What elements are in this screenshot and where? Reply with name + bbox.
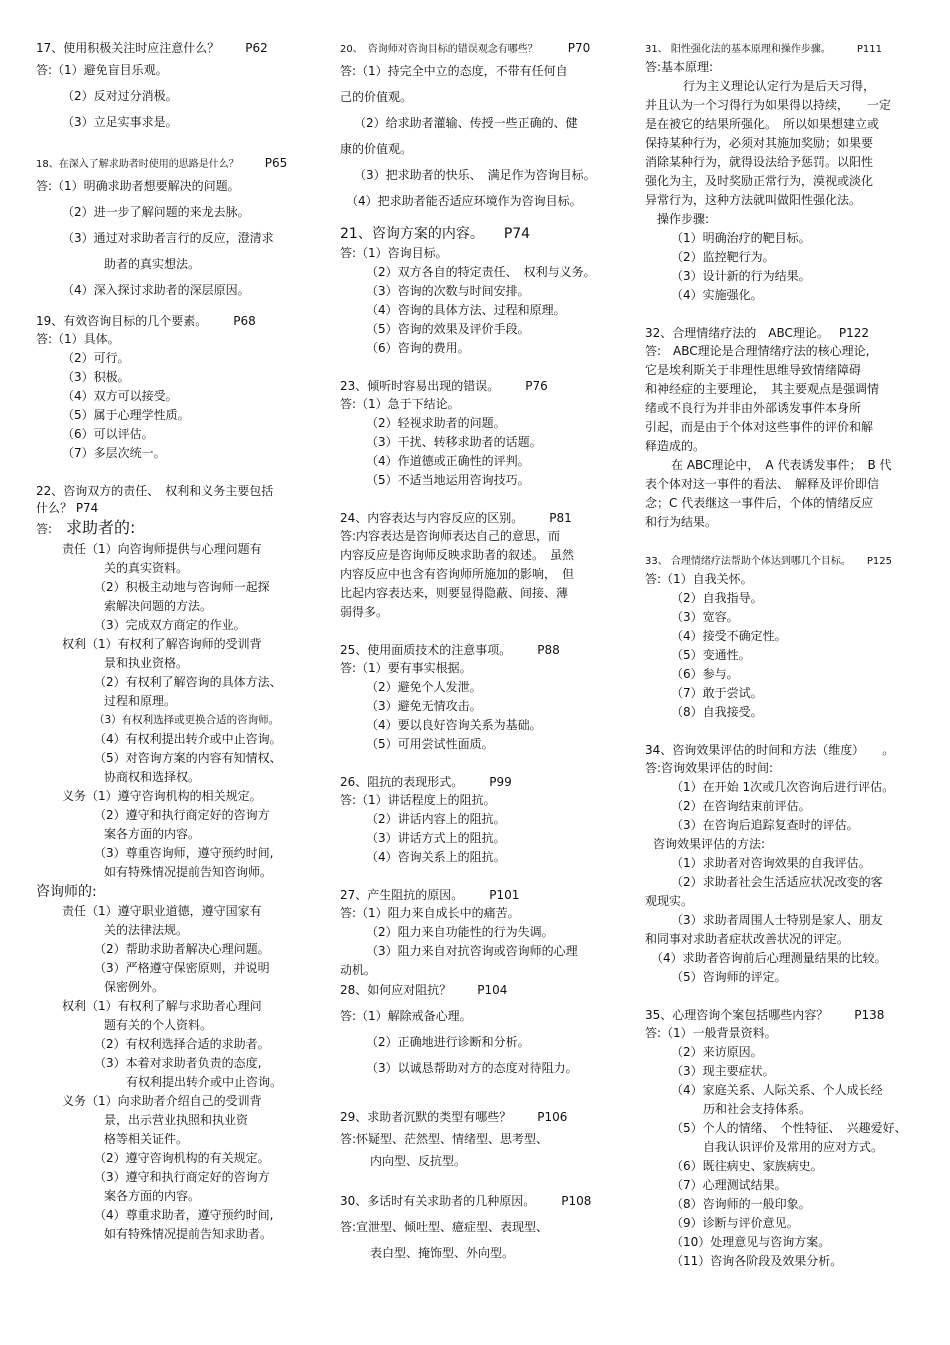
answer-line: （2）自我指导。	[671, 591, 763, 605]
answer-line: （4）求助者咨询前后心理测量结果的比较。	[651, 951, 887, 965]
question-title: 21、咨询方案的内容。	[340, 226, 484, 242]
question-30	[340, 1193, 612, 1210]
answer-line: 比起内容表达来，则要显得隐蔽、间接、薄	[340, 586, 569, 600]
question-34: 34、咨询效果评估的时间和方法（维度） 。	[645, 743, 895, 757]
question-31	[645, 40, 917, 58]
page-ref: P101	[489, 888, 520, 902]
page-ref: P68	[233, 314, 256, 328]
answer-line: （5）属于心理学性质。	[62, 408, 190, 422]
question-21	[340, 224, 612, 244]
answer-line: 权利（1）有权利了解咨询师的受训背	[62, 637, 262, 651]
answer-line: 格等相关证件。	[104, 1132, 189, 1146]
answer-line: 案各方面的内容。	[104, 1189, 201, 1203]
page-ref: P108	[561, 1194, 592, 1208]
answer-line: 释造成的。	[645, 439, 706, 453]
answer-line: 绪或不良行为并非由外部诱发事件本身所	[645, 401, 862, 415]
answer-line: 答:（1）避免盲目乐观。	[36, 63, 168, 77]
page-ref: P99	[489, 775, 512, 789]
answer-line: （5）个人的情绪、 个性特征、 兴趣爱好、	[671, 1121, 907, 1135]
answer-line: 保密例外。	[104, 980, 165, 994]
page-ref: P125	[866, 556, 893, 567]
page-ref: P81	[549, 511, 572, 525]
answer-line: （8）咨询师的一般印象。	[671, 1197, 811, 1211]
page-ref: P111	[856, 44, 883, 55]
answer-line: 动机。	[340, 963, 377, 977]
answer-line: （2）帮助求助者解决心理问题。	[94, 942, 270, 956]
question-35	[645, 1007, 917, 1024]
answer-line: （5）可用尝试性面质。	[366, 737, 494, 751]
answer-line: （3）讲话方式上的阻抗。	[366, 831, 506, 845]
answer-line: （2）讲话内容上的阻抗。	[366, 812, 506, 826]
answer-line: 内容反应中也含有咨询师所施加的影响， 但	[340, 567, 575, 581]
question-32	[645, 325, 917, 342]
answer-line: （6）既往病史、家族病史。	[671, 1159, 823, 1173]
counselor-heading: 咨询师的:	[36, 884, 97, 900]
answer-line: 权利（1）有权利了解与求助者心理问	[62, 999, 262, 1013]
answer-line: 和行为结果。	[645, 515, 718, 529]
answer-line: （4）家庭关系、人际关系、个人成长经	[671, 1083, 883, 1097]
page-ref: P70	[567, 41, 591, 55]
page-ref: P88	[537, 643, 560, 657]
answer-line: （3）求助者周围人士特别是家人、朋友	[671, 913, 883, 927]
answer-line: 内容反应是咨询师反映求助者的叙述。 虽然	[340, 548, 575, 562]
answer-prefix: 答:	[36, 522, 53, 536]
answer-line: （2）在咨询结束前评估。	[671, 799, 811, 813]
answer-line: 答:（1）讲话程度上的阻抗。	[340, 793, 496, 807]
question-title: 24、内容表达与内容反应的区别。	[340, 511, 524, 525]
answer-line: 保持某种行为，必须对其施加奖励；如果要	[645, 136, 874, 150]
question-title: 23、倾听时容易出现的错误。	[340, 379, 500, 393]
answer-line: 题有关的个人资料。	[104, 1018, 213, 1032]
answer-line: （5）咨询的效果及评价手段。	[366, 322, 530, 336]
answer-line: （5）对咨询方案的内容有知情权、	[94, 751, 282, 765]
answer-line: （5）不适当地运用咨询技巧。	[366, 473, 530, 487]
answer-line: 答:（1）阻力来自成长中的痛苦。	[340, 906, 520, 920]
answer-line: （3）遵守和执行商定好的咨询方	[94, 1170, 270, 1184]
answer-line: （4）实施强化。	[671, 288, 763, 302]
answer-line: （3）阻力来自对抗咨询或咨询师的心理	[366, 944, 578, 958]
answer-line: （2）有权利选择合适的求助者。	[94, 1037, 270, 1051]
answer-line: （2）避免个人发泄。	[366, 680, 482, 694]
answer-line: 案各方面的内容。	[104, 827, 201, 841]
answer-line: （3）通过对求助者言行的反应，澄清求	[62, 231, 274, 245]
answer-line: （1）求助者对咨询效果的自我评估。	[671, 856, 871, 870]
answer-line: （3）完成双方商定的作业。	[94, 618, 246, 632]
page-ref: P62	[245, 41, 268, 55]
answer-line: （2）可行。	[62, 351, 130, 365]
answer-line: 答:（1）自我关怀。	[645, 572, 753, 586]
answer-line: （4）深入探讨求助者的深层原因。	[62, 283, 250, 297]
answer-line: （4）双方可以接受。	[62, 389, 178, 403]
answer-line: （3）以诚恳帮助对方的态度对待阻力。	[366, 1061, 578, 1075]
answer-line: 过程和原理。	[104, 694, 177, 708]
answer-line: （5）变通性。	[671, 648, 751, 662]
question-title: 25、使用面质技术的注意事项。	[340, 643, 512, 657]
page-ref: P65	[264, 156, 288, 170]
answer-line: 答:咨询效果评估的时间:	[645, 761, 774, 775]
answer-line: 关的真实资料。	[104, 561, 189, 575]
answer-line: 答:怀疑型、茫然型、情绪型、思考型、	[340, 1132, 549, 1146]
question-title: 28、如何应对阻抗？	[340, 983, 452, 997]
answer-line: 答:（1）明确求助者想要解决的问题。	[36, 179, 240, 193]
answer-line: （4）尊重求助者，遵守预约时间,	[94, 1208, 274, 1222]
answer-line: 索解决问题的方法。	[104, 599, 213, 613]
answer-line: （1）明确治疗的靶目标。	[671, 231, 811, 245]
answer-line: 操作步骤:	[657, 212, 710, 226]
question-23	[340, 378, 612, 395]
answer-line: （2）积极主动地与咨询师一起探	[94, 580, 270, 594]
answer-line: 表个体对这一事件的看法、 解释及评价即信	[645, 477, 880, 491]
answer-line: （7）多层次统一。	[62, 446, 166, 460]
answer-line: （2）双方各自的特定责任、 权利与义务。	[366, 265, 596, 279]
page-ref: P122	[838, 326, 870, 340]
answer-line: （1）在开始 1次或几次咨询后进行评估。	[671, 780, 895, 794]
answer-line: （3）宽容。	[671, 610, 739, 624]
answer-line: 异常行为，这种方法就叫做阳性强化法。	[645, 193, 862, 207]
answer-line: 答:（1）解除戒备心理。	[340, 1009, 472, 1023]
answer-line: （3）把求助者的快乐、 满足作为咨询目标。	[354, 168, 596, 182]
answer-line: 责任（1）遵守职业道德，遵守国家有	[62, 904, 262, 918]
answer-line: （3）本着对求助者负责的态度,	[94, 1056, 262, 1070]
answer-line: （4）把求助者能否适应环境作为咨询目标。	[346, 194, 582, 208]
answer-line: 历和社会支持体系。	[703, 1102, 812, 1116]
answer-line: 和同事对求助者症状改善状况的评定。	[645, 932, 850, 946]
page-ref: P138	[854, 1008, 885, 1022]
answer-line: （2）监控靶行为。	[671, 250, 775, 264]
answer-line: （2）阻力来自功能性的行为失调。	[366, 925, 554, 939]
question-28	[340, 982, 612, 999]
answer-line: 景，出示营业执照和执业资	[104, 1113, 249, 1127]
answer-line: 有权利提出转介或中止咨询。	[126, 1075, 283, 1089]
page-ref: P104	[477, 983, 508, 997]
page-ref: P76	[525, 379, 548, 393]
client-heading	[36, 517, 298, 540]
answer-line: 己的价值观。	[340, 90, 413, 104]
answer-line: 内向型、反抗型。	[370, 1154, 467, 1168]
question-title: 31、 阳性强化法的基本原理和操作步骤。	[645, 44, 831, 55]
answer-line: 景和执业资格。	[104, 656, 189, 670]
answer-line: （2）轻视求助者的问题。	[366, 416, 506, 430]
answer-line: 答:宣泄型、倾吐型、癔症型、表现型、	[340, 1220, 549, 1234]
answer-line: （4）有权利提出转介或中止咨询。	[94, 732, 282, 746]
answer-line: （3）积极。	[62, 370, 130, 384]
answer-line: （2）正确地进行诊断和分析。	[366, 1035, 530, 1049]
answer-line: 咨询效果评估的方法:	[653, 837, 766, 851]
answer-line: （3）设计新的行为结果。	[671, 269, 811, 283]
question-18	[36, 155, 298, 173]
answer-line: 关的法律法规。	[104, 923, 189, 937]
answer-line: 答:（1）要有事实根据。	[340, 661, 472, 675]
answer-line: （2）遵守和执行商定好的咨询方	[94, 808, 270, 822]
question-27	[340, 887, 612, 904]
question-title: 33、 合理情绪疗法帮助个体达到哪几个目标。	[645, 556, 851, 567]
answer-line: （3）立足实事求是。	[62, 115, 178, 129]
column-2	[340, 40, 612, 1266]
answer-line: 协商权和选择权。	[104, 770, 201, 784]
answer-line: （11）咨询各阶段及效果分析。	[671, 1254, 843, 1268]
answer-line: （3）干扰、转移求助者的话题。	[366, 435, 542, 449]
question-17	[36, 40, 298, 57]
answer-line: （4）咨询的具体方法、过程和原理。	[366, 303, 566, 317]
answer-line: 答:基本原理:	[645, 60, 714, 74]
question-24	[340, 510, 612, 527]
answer-line: 消除某种行为，就得设法给予惩罚。以阳性	[645, 155, 874, 169]
question-26	[340, 774, 612, 791]
question-22: 22、咨询双方的责任、 权利和义务主要包括	[36, 484, 274, 498]
answer-line: 答:（1）一般背景资料。	[645, 1026, 777, 1040]
question-title: 30、多话时有关求助者的几种原因。	[340, 1194, 536, 1208]
answer-line: 义务（1）遵守咨询机构的相关规定。	[62, 789, 262, 803]
answer-line: 强化为主，及时奖励正常行为，漠视或淡化	[645, 174, 874, 188]
answer-line: 引起，而是由于个体对这些事件的评价和解	[645, 420, 874, 434]
answer-line: （3）避免无情攻击。	[366, 699, 482, 713]
answer-line: 是在被它的结果所强化。 所以如果想建立或	[645, 117, 880, 131]
answer-line: 在 ABC理论中， A 代表诱发事件； B 代	[671, 458, 892, 472]
answer-line: （7）敢于尝试。	[671, 686, 763, 700]
answer-line: （3）严格遵守保密原则，并说明	[94, 961, 270, 975]
answer-line: （4）要以良好咨询关系为基础。	[366, 718, 542, 732]
answer-line: （4）咨询关系上的阻抗。	[366, 850, 506, 864]
answer-line: 和神经症的主要理论， 其主要观点是强调情	[645, 382, 880, 396]
page-ref: P74	[503, 226, 531, 242]
answer-line: 答:（1）咨询目标。	[340, 246, 448, 260]
answer-line: （4）作道德或正确性的评判。	[366, 454, 530, 468]
client-heading-text: 求助者的:	[66, 518, 136, 537]
answer-line: 行为主义理论认定行为是后天习得，	[683, 79, 876, 93]
answer-line: （3）在咨询后追踪复查时的评估。	[671, 818, 859, 832]
answer-line: 答:（1）持完全中立的态度，不带有任何自	[340, 64, 568, 78]
answer-line: （5）咨询师的评定。	[671, 970, 787, 984]
question-title: 26、阻抗的表现形式。	[340, 775, 464, 789]
answer-line: 责任（1）向咨询师提供与心理问题有	[62, 542, 262, 556]
answer-line: 观现实。	[645, 894, 694, 908]
answer-line: （2）遵守咨询机构的有关规定。	[94, 1151, 270, 1165]
question-19	[36, 313, 298, 330]
answer-line: 答:内容表达是咨询师表达自己的意思，而	[340, 529, 561, 543]
column-3	[645, 40, 917, 1271]
answer-line: 表白型、掩饰型、外向型。	[370, 1246, 515, 1260]
answer-line: （3）有权利选择或更换合适的咨询师。	[94, 714, 280, 726]
answer-line: （2）反对过分消极。	[62, 89, 178, 103]
question-title: 20、 咨询师对咨询目标的错误观念有哪些？	[340, 44, 538, 55]
answer-line: 义务（1）向求助者介绍自己的受训背	[62, 1094, 262, 1108]
question-title: 17、使用积极关注时应注意什么？	[36, 41, 220, 55]
question-29	[340, 1109, 612, 1126]
answer-line: （6）咨询的费用。	[366, 341, 470, 355]
answer-line: （2）给求助者灌输、传授一些正确的、健	[354, 116, 578, 130]
answer-line: （8）自我接受。	[671, 705, 763, 719]
answer-line: 助者的真实想法。	[104, 257, 201, 271]
answer-line: （4）接受不确定性。	[671, 629, 787, 643]
answer-line: 如有特殊情况提前告知求助者。	[104, 1227, 273, 1241]
question-title: 32、合理情绪疗法的 ABC理论。	[645, 326, 829, 340]
answer-line: 它是埃利斯关于非理性思维导致情绪障碍	[645, 363, 862, 377]
answer-line: （3）咨询的次数与时间安排。	[366, 284, 530, 298]
question-22-cont: 什么？ P74	[36, 501, 99, 515]
question-title: 35、心理咨询个案包括哪些内容？	[645, 1008, 829, 1022]
answer-line: 答:（1）具体。	[36, 332, 120, 346]
answer-line: （2）求助者社会生活适应状况改变的客	[671, 875, 883, 889]
answer-line: 康的价值观。	[340, 142, 413, 156]
answer-line: 弱得多。	[340, 605, 389, 619]
answer-line: 答:（1）急于下结论。	[340, 397, 460, 411]
question-25	[340, 642, 612, 659]
answer-line: （9）诊断与评价意见。	[671, 1216, 799, 1230]
answer-line: （2）进一步了解问题的来龙去脉。	[62, 205, 250, 219]
question-title: 19、有效咨询目标的几个要素。	[36, 314, 208, 328]
answer-line: 念；C 代表继这一事件后，个体的情绪反应	[645, 496, 874, 510]
answer-line: （3）现主要症状。	[671, 1064, 775, 1078]
answer-line: 自我认识评价及常用的应对方式。	[703, 1140, 884, 1154]
answer-line: （2）来访原因。	[671, 1045, 763, 1059]
question-title: 29、求助者沉默的类型有哪些？	[340, 1110, 512, 1124]
answer-line: （3）尊重咨询师，遵守预约时间,	[94, 846, 274, 860]
answer-line: 如有特殊情况提前告知咨询师。	[104, 865, 273, 879]
answer-line: 答: ABC理论是合理情绪疗法的核心理论,	[645, 344, 870, 358]
answer-line: 并且认为一个习得行为如果得以持续， 一定	[645, 98, 892, 112]
answer-line: （6）参与。	[671, 667, 739, 681]
answer-line: （10）处理意见与咨询方案。	[671, 1235, 831, 1249]
page-ref: P106	[537, 1110, 568, 1124]
question-20	[340, 40, 612, 58]
answer-line: （6）可以评估。	[62, 427, 154, 441]
answer-line: （2）有权利了解咨询的具体方法、	[94, 675, 282, 689]
question-33	[645, 552, 917, 570]
question-title: 18、在深入了解求助者时使用的思路是什么？	[36, 159, 239, 170]
answer-line: （7）心理测试结果。	[671, 1178, 787, 1192]
column-1	[36, 40, 298, 1244]
question-title: 27、产生阻抗的原因。	[340, 888, 464, 902]
